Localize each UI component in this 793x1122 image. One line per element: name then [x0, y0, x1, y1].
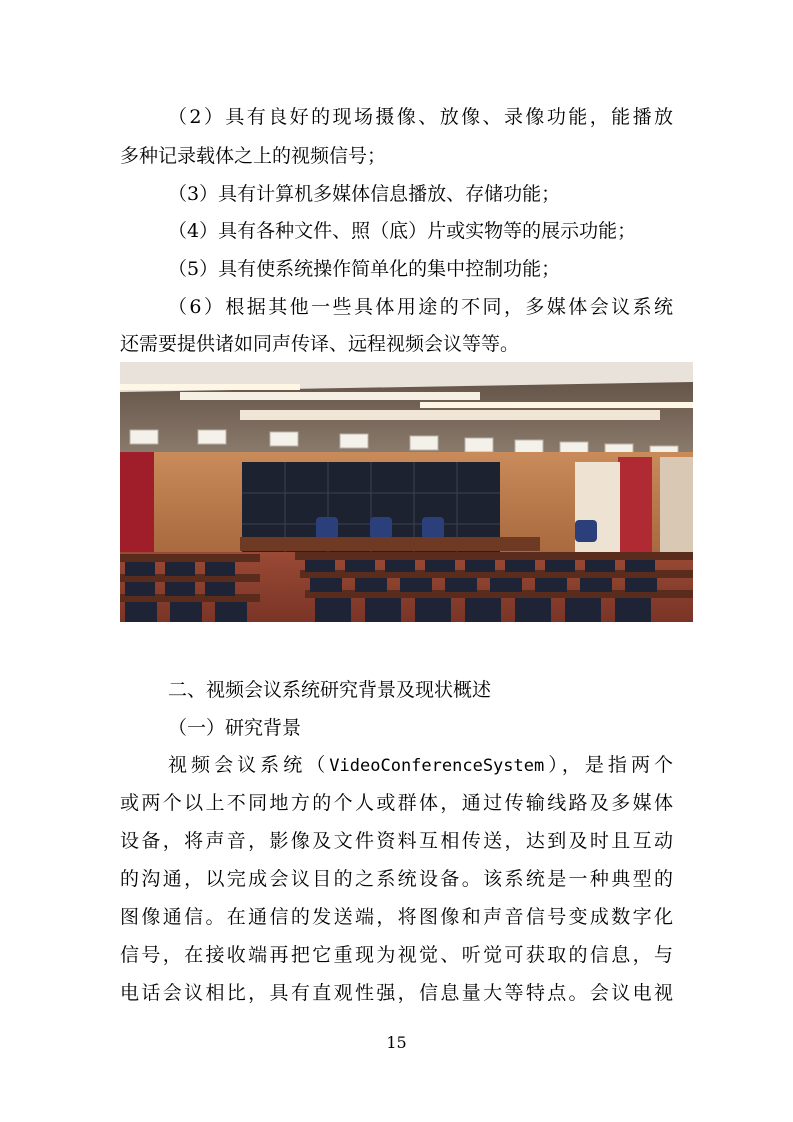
- conference-room-photo: [120, 362, 693, 622]
- paragraph-line-1-post: ），是指两个: [544, 754, 673, 776]
- paragraph-line-1-pre: 视频会议系统（: [168, 754, 330, 776]
- paragraph-line-2: 或两个以上不同地方的个人或群体，通过传输线路及多媒体: [120, 792, 673, 814]
- paragraph-line-1-en: VideoConferenceSystem: [329, 756, 545, 776]
- list-item-6-cont: 还需要提供诸如同声传译、远程视频会议等等。: [120, 333, 520, 355]
- paragraph-line-6: 信号，在接收端再把它重现为视觉、听觉可获取的信息，与: [120, 944, 673, 966]
- paragraph-line-4: 的沟通，以完成会议目的之系统设备。该系统是一种典型的: [120, 868, 673, 890]
- list-item-3: （3）具有计算机多媒体信息播放、存储功能；: [168, 183, 561, 205]
- list-item-5: （5）具有使系统操作简单化的集中控制功能；: [168, 258, 561, 280]
- conference-room-illustration: [120, 362, 693, 622]
- subsection-heading: （一）研究背景: [168, 717, 302, 739]
- paragraph-line-5: 图像通信。在通信的发送端，将图像和声音信号变成数字化: [120, 906, 673, 928]
- paragraph-line-3: 设备，将声音，影像及文件资料互相传送，达到及时且互动: [120, 830, 673, 852]
- list-item-4: （4）具有各种文件、照（底）片或实物等的展示功能；: [168, 220, 637, 242]
- section-heading: 二、视频会议系统研究背景及现状概述: [168, 679, 492, 701]
- list-item-6: （6）根据其他一些具体用途的不同，多媒体会议系统: [168, 296, 673, 318]
- page-number: 15: [386, 1033, 407, 1052]
- paragraph-line-7: 电话会议相比，具有直观性强，信息量大等特点。会议电视: [120, 982, 673, 1004]
- list-item-2-cont: 多种记录载体之上的视频信号；: [120, 145, 387, 167]
- paragraph-line-1: [168, 752, 673, 779]
- list-item-2: （2）具有良好的现场摄像、放像、录像功能，能播放: [168, 106, 673, 128]
